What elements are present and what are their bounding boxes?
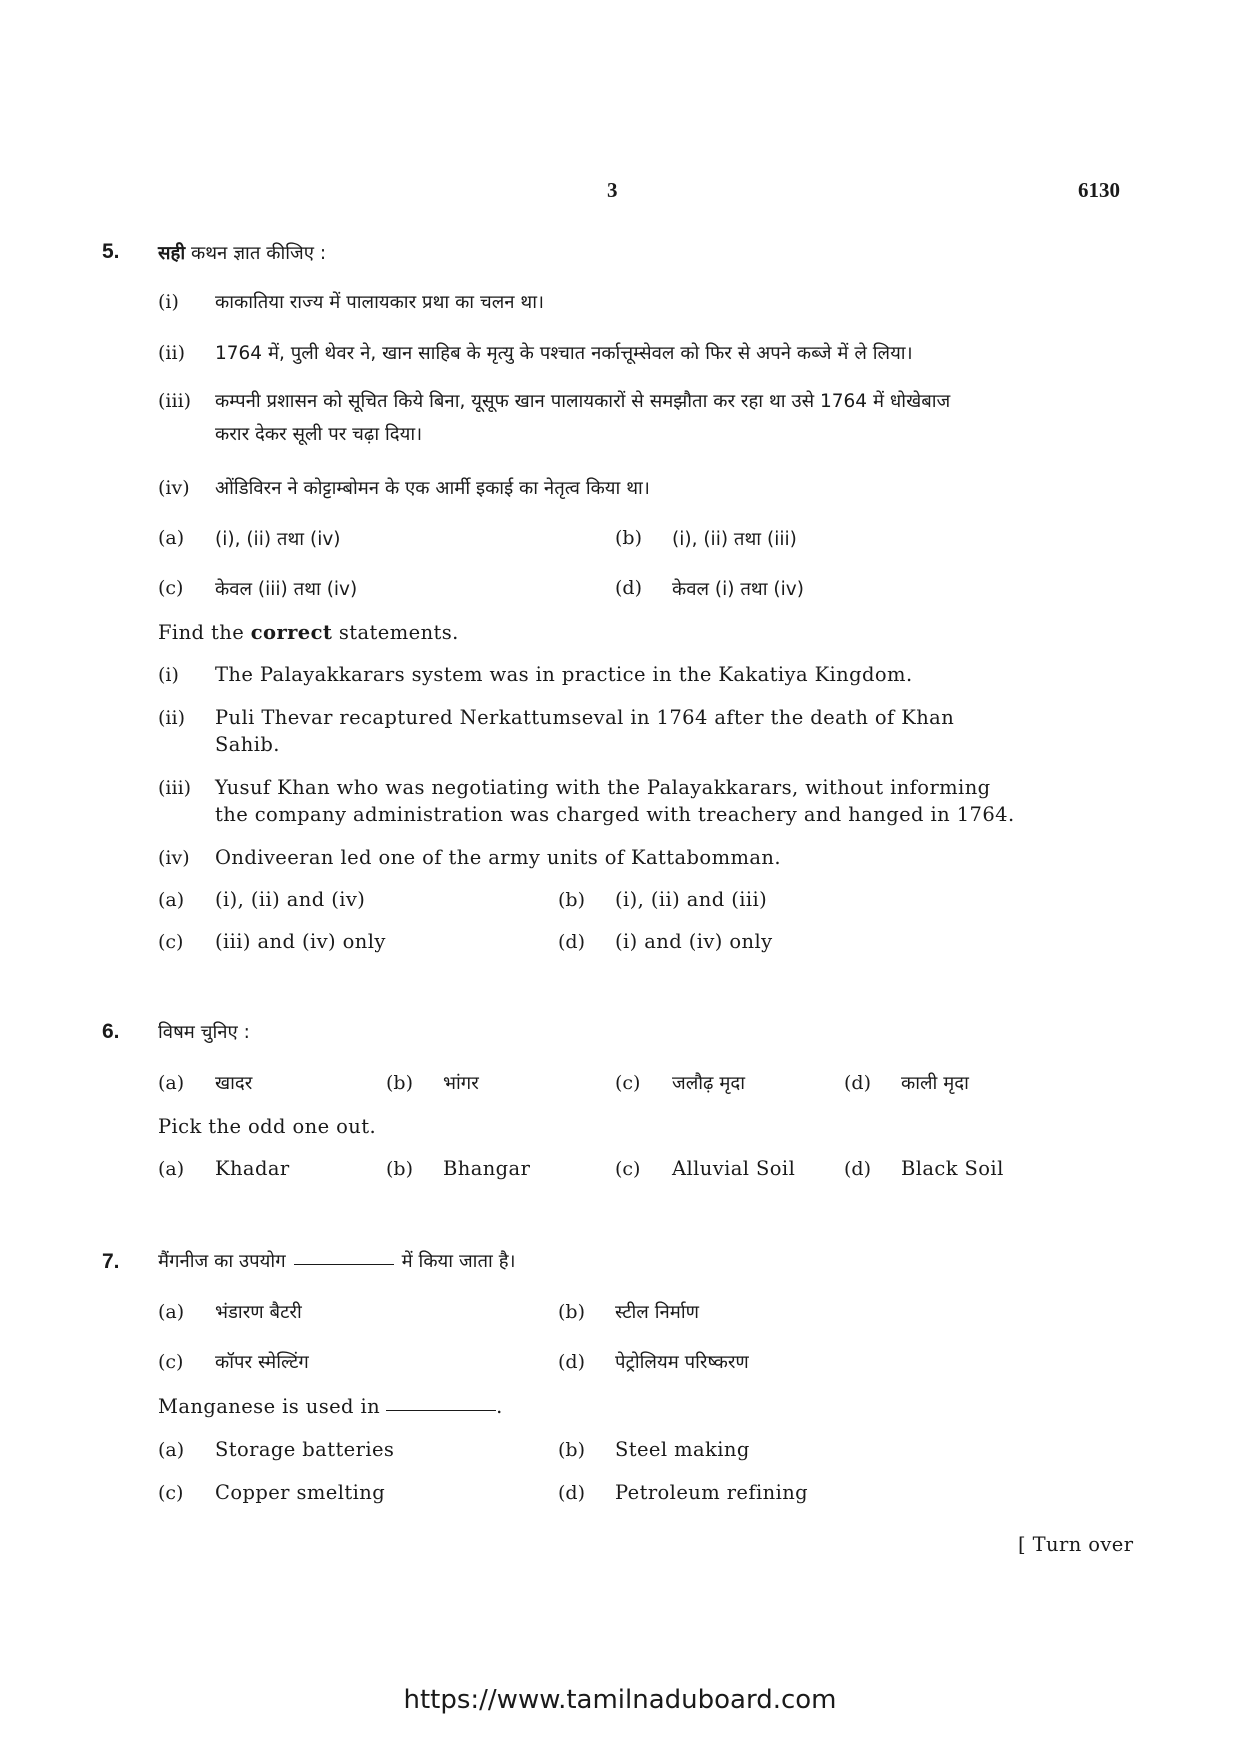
q5-en-opt-b-label: (b): [558, 889, 585, 911]
q7-hi-opt-a-label: (a): [158, 1301, 185, 1323]
q6-hi-opt-c-label: (c): [615, 1072, 641, 1094]
question-number-6: 6.: [102, 1020, 120, 1043]
q5-en-stmt-4-label: (iv): [158, 847, 190, 869]
q5-en-stmt-2-line-1: Puli Thevar recaptured Nerkattumseval in 1764 after the death of Khan: [215, 706, 955, 729]
q7-english-prompt: [158, 1395, 503, 1418]
q6-en-opt-a-label: (a): [158, 1158, 185, 1180]
q6-hi-opt-a: खादर: [215, 1073, 253, 1094]
q5-hi-stmt-1-label: (i): [158, 291, 179, 313]
q7-hi-opt-d-label: (d): [558, 1351, 585, 1373]
q5-en-opt-d: (i) and (iv) only: [615, 930, 773, 953]
q7-hi-opt-a: भंडारण बैटरी: [215, 1302, 302, 1323]
q7-en-opt-c-label: (c): [158, 1482, 184, 1504]
q6-en-opt-c-label: (c): [615, 1158, 641, 1180]
q7-hi-opt-c: कॉपर स्मेल्टिंग: [215, 1352, 309, 1373]
q5-en-stmt-1-label: (i): [158, 664, 179, 686]
q6-hi-opt-a-label: (a): [158, 1072, 185, 1094]
q7-en-opt-b-label: (b): [558, 1439, 585, 1461]
q5-en-stmt-3-line-1: Yusuf Khan who was negotiating with the Palayakkarars, without informing: [215, 776, 991, 799]
q5-hi-stmt-3-line-2: करार देकर सूली पर चढ़ा दिया।: [215, 424, 423, 445]
q6-hindi-prompt: विषम चुनिए :: [158, 1022, 250, 1043]
q5-hi-opt-a: (i), (ii) तथा (iv): [215, 529, 341, 550]
question-number-5: 5.: [102, 240, 120, 263]
q7-en-opt-b: Steel making: [615, 1438, 750, 1461]
q5-hindi-prompt-rest: कथन ज्ञात कीजिए :: [191, 243, 327, 264]
q5-en-stmt-2-line-2: Sahib.: [215, 733, 280, 756]
q6-hi-opt-b-label: (b): [386, 1072, 413, 1094]
q7-en-opt-c: Copper smelting: [215, 1481, 386, 1504]
q7-hi-opt-b-label: (b): [558, 1301, 585, 1323]
q5-hi-stmt-2-label: (ii): [158, 342, 185, 364]
q7-en-blank: [386, 1409, 496, 1411]
q5-en-stmt-2-label: (ii): [158, 707, 185, 729]
q5-en-opt-c-label: (c): [158, 931, 184, 953]
q6-en-opt-d-label: (d): [844, 1158, 871, 1180]
q7-hi-prompt-post: में किया जाता है।: [401, 1251, 516, 1272]
q7-en-opt-d-label: (d): [558, 1482, 585, 1504]
q5-hindi-prompt: [158, 240, 326, 265]
q5-hindi-prompt-bold: सही: [158, 243, 186, 264]
q7-hi-blank: [294, 1263, 394, 1265]
q5-en-prompt-pre: Find the: [158, 621, 245, 644]
q6-en-opt-a: Khadar: [215, 1157, 290, 1180]
paper-code: 6130: [1078, 178, 1120, 202]
q5-hi-stmt-1: काकातिया राज्य में पालायकार प्रथा का चलन था।: [215, 292, 545, 313]
q5-hi-stmt-4: ओंडिविरन ने कोट्टाम्बोमन के एक आर्मी इकाई का नेतृत्व किया था।: [215, 478, 650, 499]
q7-hindi-prompt: [158, 1248, 516, 1273]
turn-over-note: [ Turn over: [1018, 1533, 1134, 1556]
question-number-7: 7.: [102, 1250, 120, 1273]
q5-en-stmt-3-label: (iii): [158, 777, 192, 799]
q5-hi-opt-c: केवल (iii) तथा (iv): [215, 579, 358, 600]
q5-hi-stmt-2: 1764 में, पुली थेवर ने, खान साहिब के मृत्यु के पश्चात नर्कात्तूम्सेवल को फिर से अपने कब्जे में ले लिया।: [215, 343, 913, 364]
q7-en-opt-a: Storage batteries: [215, 1438, 395, 1461]
q5-english-prompt: [158, 621, 459, 644]
q6-hi-opt-d-label: (d): [844, 1072, 871, 1094]
q5-hi-opt-d: केवल (i) तथा (iv): [672, 579, 804, 600]
q5-en-stmt-4: Ondiveeran led one of the army units of Kattabomman.: [215, 846, 781, 869]
q5-hi-opt-b-label: (b): [615, 527, 642, 549]
q5-hi-stmt-3-line-1: कम्पनी प्रशासन को सूचित किये बिना, यूसूफ खान पालायकारों से समझौता कर रहा था उसे 1764 में धोखेबाज: [215, 391, 951, 412]
q7-en-opt-d: Petroleum refining: [615, 1481, 809, 1504]
q6-english-prompt: Pick the odd one out.: [158, 1115, 377, 1138]
q7-en-prompt-post: .: [496, 1395, 503, 1418]
q5-hi-opt-a-label: (a): [158, 527, 185, 549]
q7-hi-opt-c-label: (c): [158, 1351, 184, 1373]
q7-en-prompt-pre: Manganese is used in: [158, 1395, 381, 1418]
q5-en-opt-a-label: (a): [158, 889, 185, 911]
page-number: 3: [607, 178, 618, 202]
q5-hi-opt-c-label: (c): [158, 577, 184, 599]
q5-en-stmt-3-line-2: the company administration was charged with treachery and hanged in 1764.: [215, 803, 1015, 826]
q5-hi-opt-b: (i), (ii) तथा (iii): [672, 529, 797, 550]
q6-en-opt-d: Black Soil: [901, 1157, 1004, 1180]
q6-hi-opt-d: काली मृदा: [901, 1073, 969, 1094]
q5-en-opt-b: (i), (ii) and (iii): [615, 888, 768, 911]
q5-hi-stmt-4-label: (iv): [158, 477, 190, 499]
q5-en-stmt-1: The Palayakkarars system was in practice in the Kakatiya Kingdom.: [215, 663, 913, 686]
q5-hi-opt-d-label: (d): [615, 577, 642, 599]
q6-en-opt-b-label: (b): [386, 1158, 413, 1180]
q7-hi-opt-d: पेट्रोलियम परिष्करण: [615, 1352, 749, 1373]
website-url[interactable]: https://www.tamilnaduboard.com: [403, 1685, 837, 1715]
q7-hi-prompt-pre: मैंगनीज का उपयोग: [158, 1251, 286, 1272]
q5-en-opt-a: (i), (ii) and (iv): [215, 888, 366, 911]
q6-hi-opt-c: जलौढ़ मृदा: [672, 1073, 746, 1094]
q5-en-opt-c: (iii) and (iv) only: [215, 930, 386, 953]
q5-en-opt-d-label: (d): [558, 931, 585, 953]
q5-en-prompt-bold: correct: [250, 621, 333, 644]
q6-en-opt-b: Bhangar: [443, 1157, 531, 1180]
q6-en-opt-c: Alluvial Soil: [672, 1157, 796, 1180]
q7-en-opt-a-label: (a): [158, 1439, 185, 1461]
q5-en-prompt-post: statements.: [338, 621, 459, 644]
q7-hi-opt-b: स्टील निर्माण: [615, 1302, 700, 1323]
q5-hi-stmt-3-label: (iii): [158, 390, 192, 412]
q6-hi-opt-b: भांगर: [443, 1073, 479, 1094]
